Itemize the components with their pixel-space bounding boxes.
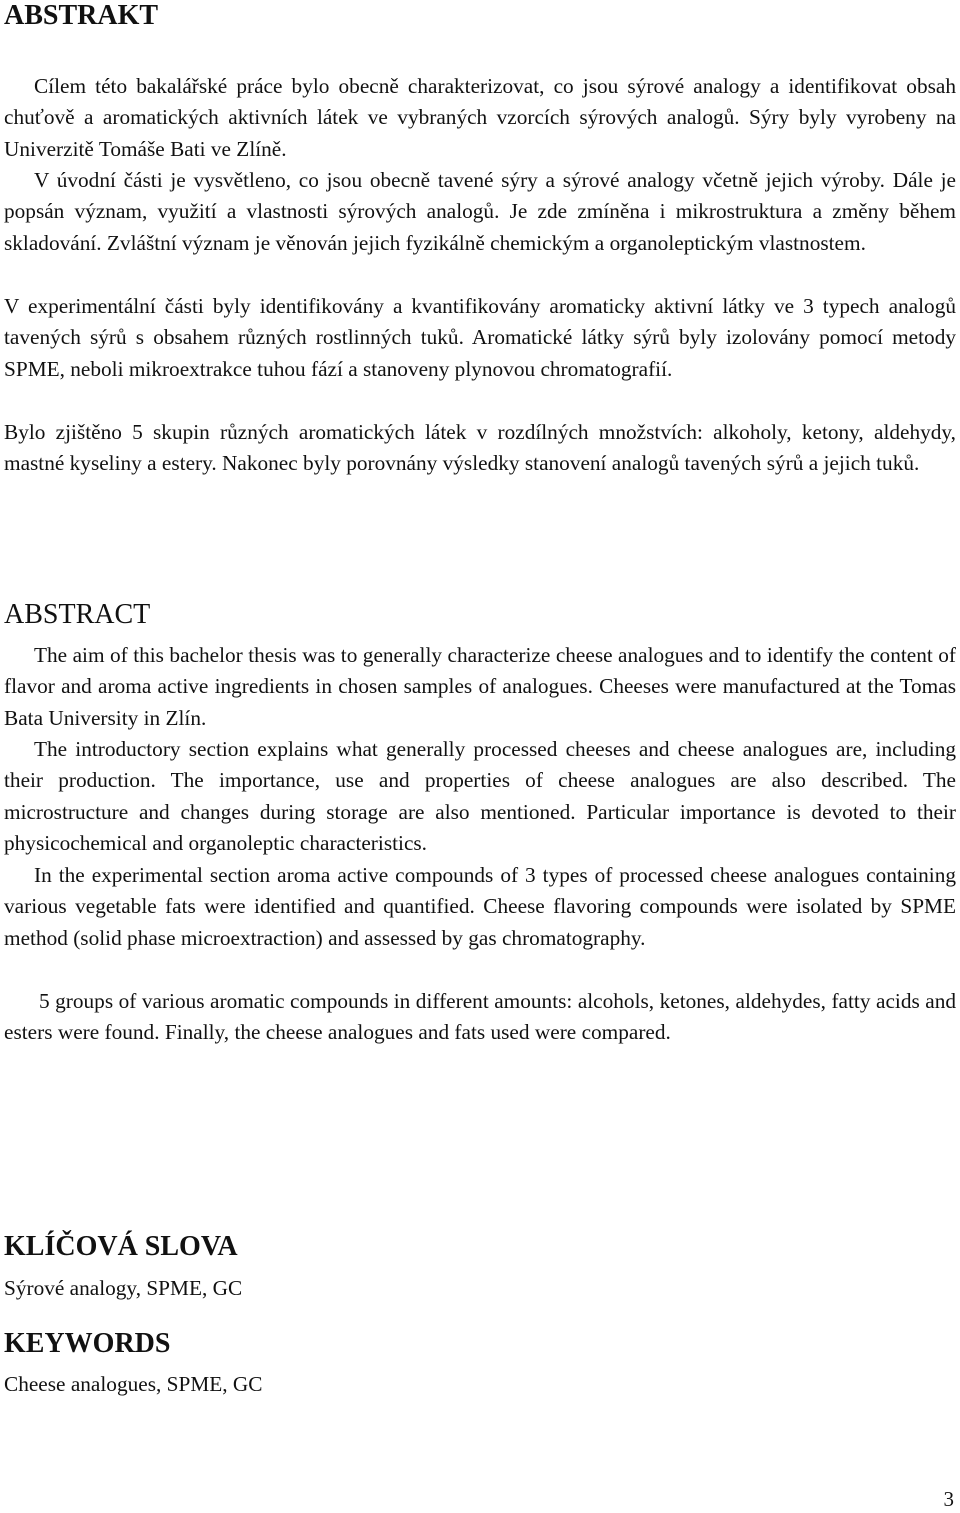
- abstrakt-paragraph-2: V úvodní části je vysvětleno, co jsou obecně tavené sýry a sýrové analogy včetně jejich výroby. Dále je popsán význam, využití a vlastnosti sýrových analogů. Je zde zmíněna i mikrostruktura a změny během skladování. Zvláštní význam je věnován jejich fyzikálně chemickým a organoleptickým vlastnostem.: [4, 168, 956, 255]
- klicova-slova-heading: KLÍČOVÁ SLOVA: [4, 1231, 238, 1262]
- keywords-text: Cheese analogues, SPME, GC: [4, 1372, 263, 1396]
- abstrakt-paragraph-4: Bylo zjištěno 5 skupin různých aromatických látek v rozdílných množstvích: alkoholy, ketony, aldehydy, mastné kyseliny a estery. Nakonec byly porovnány výsledky stanovení analogů tavených sýrů a jejich tuků.: [4, 420, 956, 476]
- keywords-heading: KEYWORDS: [4, 1328, 171, 1359]
- abstrakt-paragraph-3: V experimentální části byly identifikovány a kvantifikovány aromaticky aktivní látky ve 3 typech analogů tavených sýrů s obsahem různých rostlinných tuků. Aromatické látky sýrů byly izolovány pomocí metody SPME, neboli mikroextrakce tuhou fází a stanoveny plynovou chromatografií.: [4, 294, 956, 381]
- abstract-heading: ABSTRACT: [4, 599, 151, 630]
- abstract-paragraph-4: 5 groups of various aromatic compounds in different amounts: alcohols, ketones, aldehydes, fatty acids and esters were found. Finally, the cheese analogues and fats used were compared.: [4, 989, 956, 1045]
- abstract-paragraph-3: In the experimental section aroma active compounds of 3 types of processed cheese analogues containing various vegetable fats were identified and quantified. Cheese flavoring compounds were isolated by SPME method (solid phase microextraction) and assessed by gas chromatography.: [4, 863, 956, 950]
- abstrakt-paragraph-1: Cílem této bakalářské práce bylo obecně charakterizovat, co jsou sýrové analogy a identifikovat obsah chuťově a aromatických aktivních látek ve vybraných vzorcích sýrových analogů. Sýry byly vyrobeny na Univerzitě Tomáše Bati ve Zlíně.: [4, 74, 956, 161]
- abstract-paragraph-2: The introductory section explains what generally processed cheeses and cheese analogues are, including their production. The importance, use and properties of cheese analogues are also described. The microstructure and changes during storage are also mentioned. Particular importance is devoted to their physicochemical and organoleptic characteristics.: [4, 737, 956, 855]
- abstract-paragraph-1: The aim of this bachelor thesis was to generally characterize cheese analogues and to identify the content of flavor and aroma active ingredients in chosen samples of analogues. Cheeses were manufactured at the Tomas Bata University in Zlín.: [4, 643, 956, 730]
- klicova-slova-text: Sýrové analogy, SPME, GC: [4, 1276, 243, 1300]
- page-number: 3: [943, 1487, 954, 1511]
- abstrakt-heading: ABSTRAKT: [4, 0, 159, 31]
